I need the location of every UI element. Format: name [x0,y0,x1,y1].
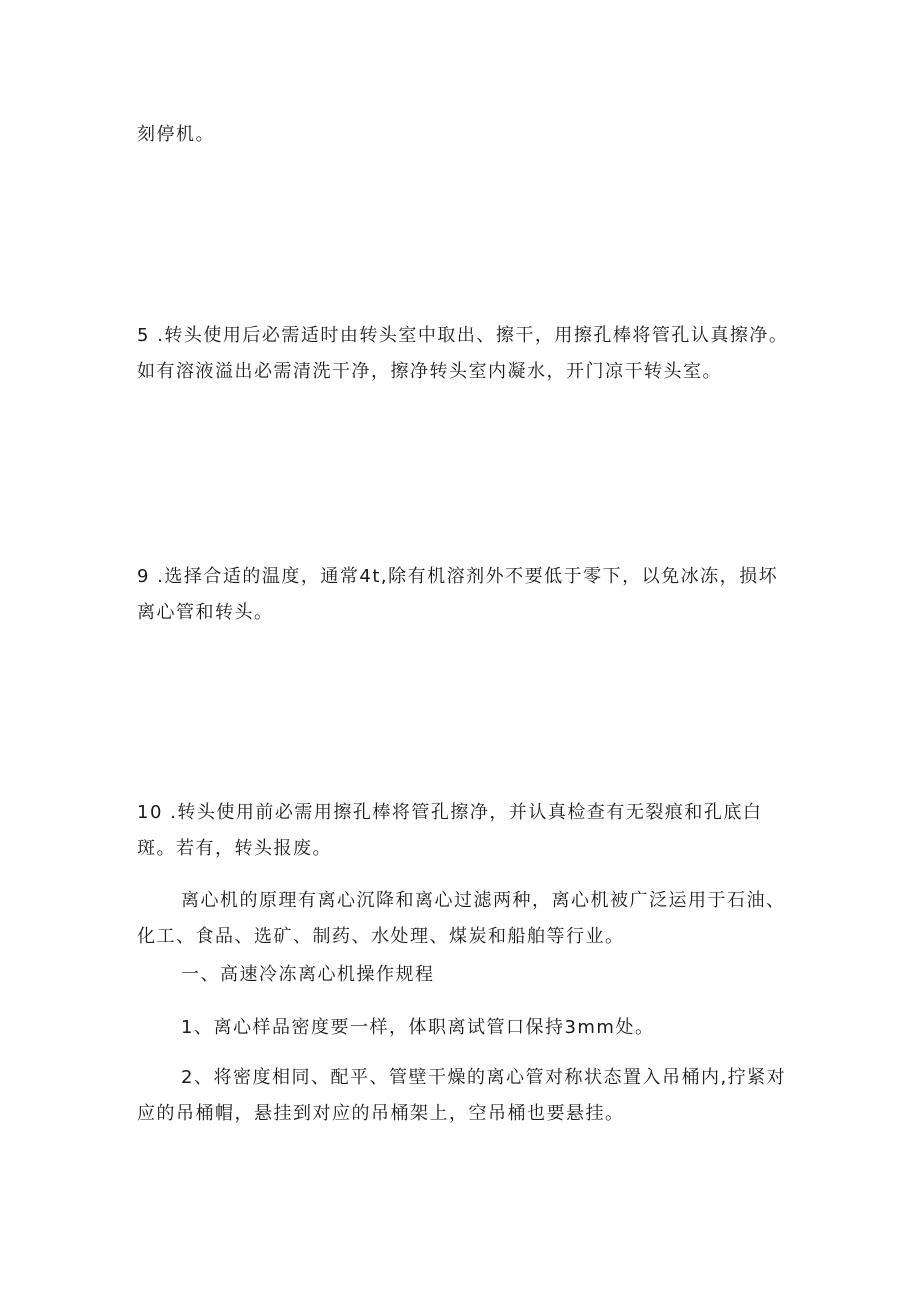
paragraph-item-5: 5 .转头使用后必需适时由转头室中取出、擦干，用擦孔棒将管孔认真擦净。如有溶液溢出必需清洗干净，擦净转头室内凝水，开门凉干转头室。 [137,325,789,382]
paragraph-continuation: 刻停机。 [137,124,215,145]
section-heading-operating-procedure: 一、高速冷冻离心机操作规程 [181,964,435,985]
paragraph-step-2: 2、将密度相同、配平、管壁干燥的离心管对称状态置入吊桶内,拧紧对应的吊桶帽，悬挂到对应的吊桶架上，空吊桶也要悬挂。 [137,1067,787,1124]
paragraph-item-10: 10 .转头使用前必需用擦孔棒将管孔擦净，并认真检查有无裂痕和孔底白斑。若有，转头报废。 [137,802,763,859]
paragraph-centrifuge-principle: 离心机的原理有离心沉降和离心过滤两种，离心机被广泛运用于石油、化工、食品、选矿、制药、水处理、煤炭和船舶等行业。 [137,890,786,947]
paragraph-step-1: 1、离心样品密度要一样，体职离试管口保持3mm处。 [181,1017,655,1038]
paragraph-item-9: 9 .选择合适的温度，通常4t,除有机溶剂外不要低于零下，以免冰冻，损坏离心管和转头。 [137,566,779,623]
